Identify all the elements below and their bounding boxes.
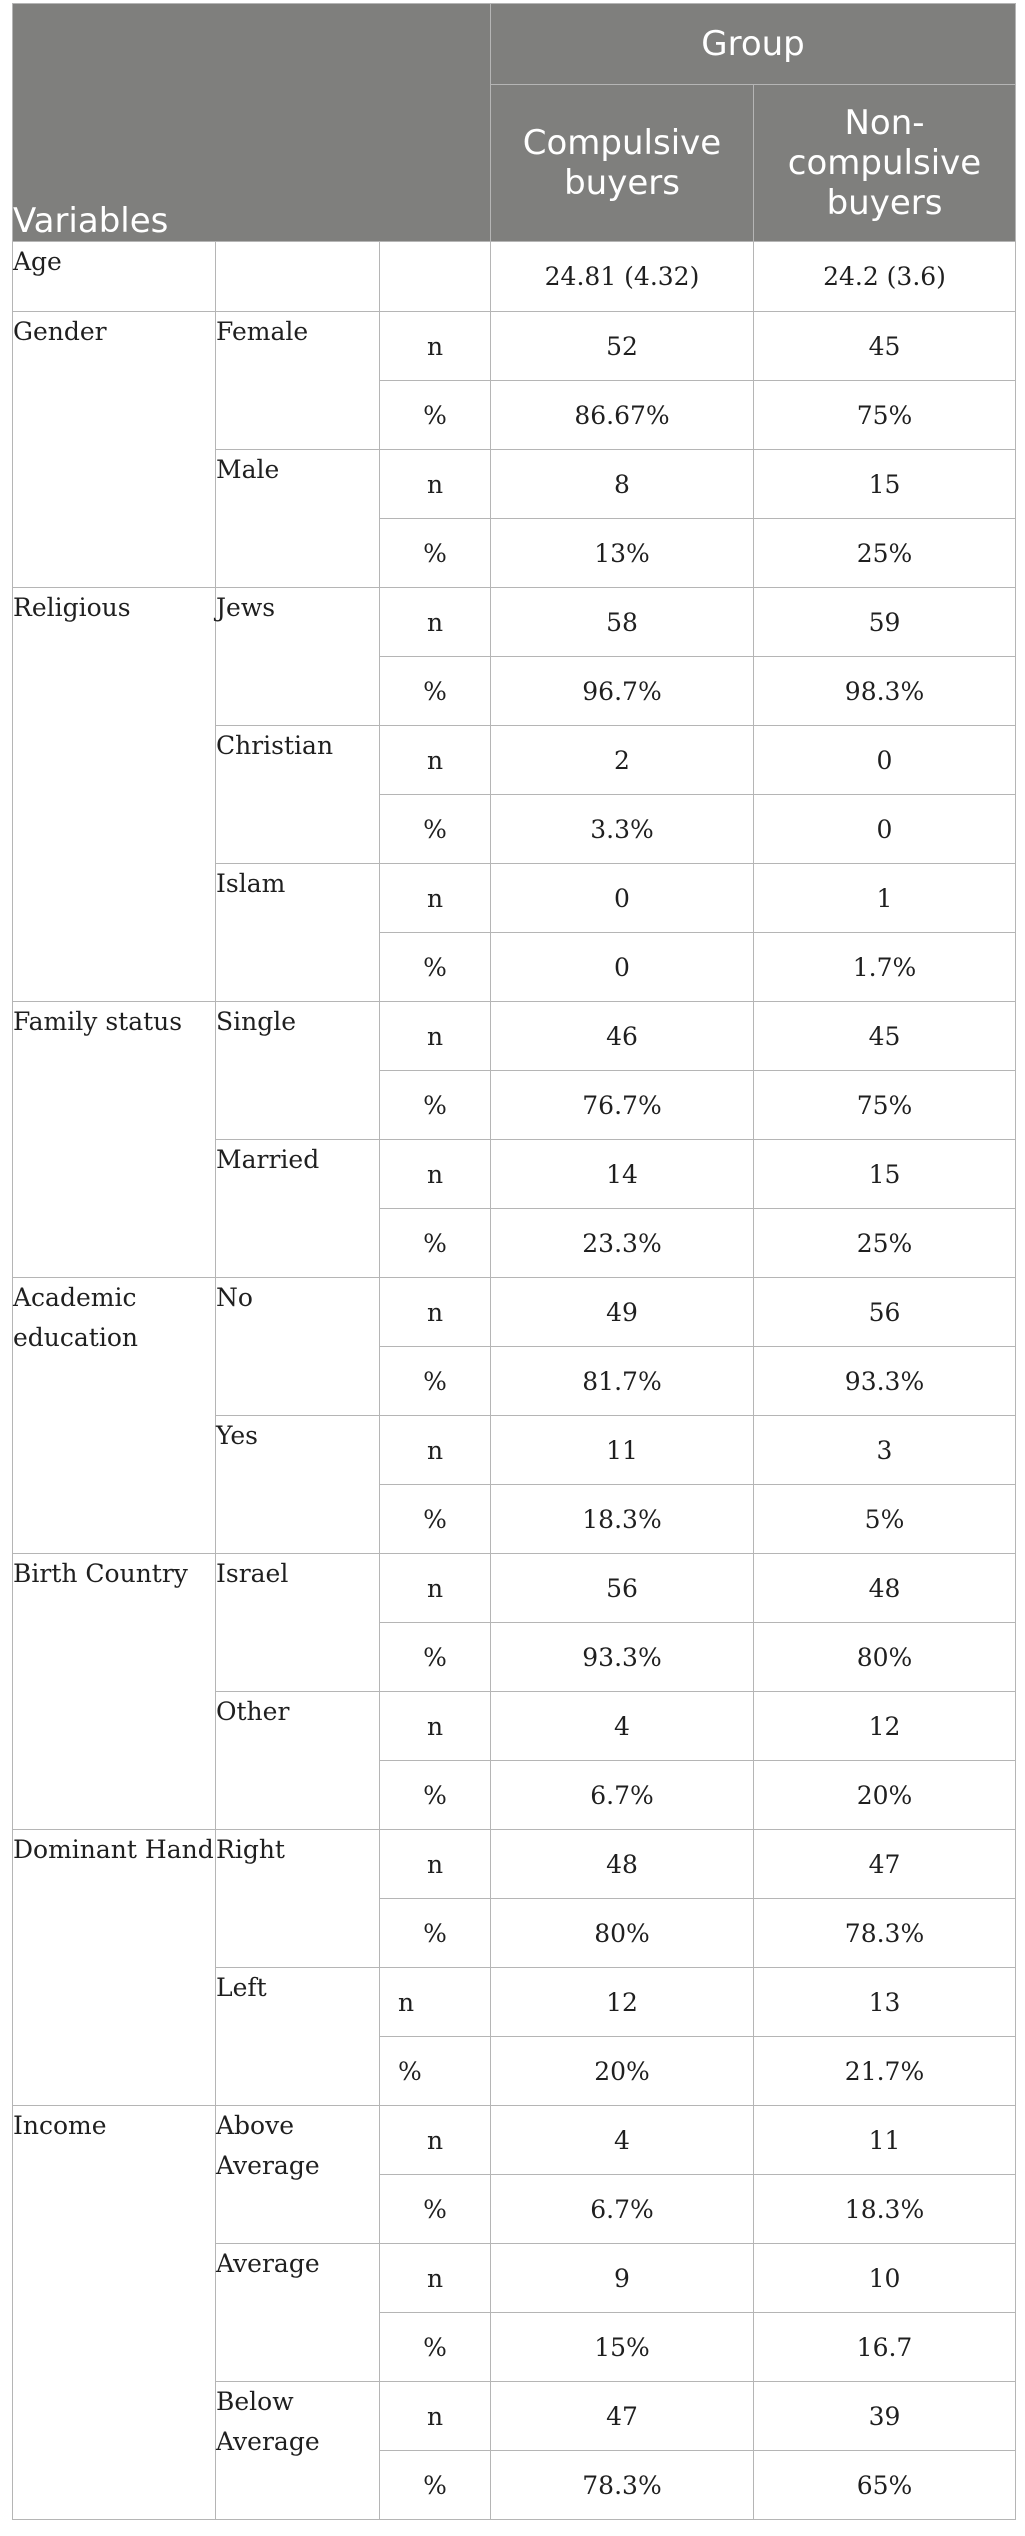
compulsive-value: 78.3% — [491, 2451, 754, 2520]
compulsive-value: 0 — [491, 864, 754, 933]
non-compulsive-value: 20% — [754, 1761, 1016, 1830]
non-compulsive-value: 80% — [754, 1623, 1016, 1692]
table-row-age — [13, 242, 1016, 312]
compulsive-value: 11 — [491, 1416, 754, 1485]
non-compulsive-value: 10 — [754, 2244, 1016, 2313]
compulsive-buyers-header: Compulsive buyers — [491, 85, 754, 242]
table-row — [13, 1830, 1016, 1899]
non-compulsive-value: 18.3% — [754, 2175, 1016, 2244]
variable-label: Age — [13, 242, 216, 312]
empty-cell — [380, 242, 491, 312]
table-row — [13, 2106, 1016, 2175]
stat-label-percent: % — [380, 795, 491, 864]
variable-label: Religious — [13, 588, 216, 1002]
stat-label-n: n — [380, 1830, 491, 1899]
non-compulsive-value: 0 — [754, 795, 1016, 864]
non-compulsive-value: 21.7% — [754, 2037, 1016, 2106]
non-compulsive-value: 75% — [754, 381, 1016, 450]
stat-label-n: n — [380, 450, 491, 519]
non-compulsive-value: 25% — [754, 1209, 1016, 1278]
compulsive-value: 2 — [491, 726, 754, 795]
compulsive-value: 8 — [491, 450, 754, 519]
non-compulsive-value: 48 — [754, 1554, 1016, 1623]
empty-cell — [216, 242, 380, 312]
non-compulsive-value: 39 — [754, 2382, 1016, 2451]
compulsive-value: 12 — [491, 1968, 754, 2037]
compulsive-value: 18.3% — [491, 1485, 754, 1554]
subgroup-label: Female — [216, 312, 380, 450]
compulsive-value: 15% — [491, 2313, 754, 2382]
non-compulsive-value: 47 — [754, 1830, 1016, 1899]
subgroup-label: Left — [216, 1968, 380, 2106]
non-compulsive-value: 13 — [754, 1968, 1016, 2037]
non-compulsive-value: 12 — [754, 1692, 1016, 1761]
stat-label-percent: % — [380, 2313, 491, 2382]
compulsive-value: 86.67% — [491, 381, 754, 450]
table-row — [13, 1554, 1016, 1623]
non-compulsive-value: 5% — [754, 1485, 1016, 1554]
non-compulsive-value: 1 — [754, 864, 1016, 933]
compulsive-value: 6.7% — [491, 1761, 754, 1830]
compulsive-value: 49 — [491, 1278, 754, 1347]
variable-label: Academic education — [13, 1278, 216, 1554]
compulsive-value: 23.3% — [491, 1209, 754, 1278]
subgroup-label: Yes — [216, 1416, 380, 1554]
stat-label-n: n — [380, 2382, 491, 2451]
table-row — [13, 1002, 1016, 1071]
non-compulsive-value: 25% — [754, 519, 1016, 588]
compulsive-value: 9 — [491, 2244, 754, 2313]
compulsive-value: 58 — [491, 588, 754, 657]
stat-label-percent: % — [380, 1899, 491, 1968]
stat-label-n: n — [380, 1554, 491, 1623]
non-compulsive-value: 75% — [754, 1071, 1016, 1140]
subgroup-label: Male — [216, 450, 380, 588]
stat-label-n: n — [380, 1140, 491, 1209]
stat-label-n: n — [380, 864, 491, 933]
stat-label-percent: % — [380, 2037, 491, 2106]
stat-label-n: n — [380, 1968, 491, 2037]
subgroup-label: Average — [216, 2244, 380, 2382]
compulsive-value: 46 — [491, 1002, 754, 1071]
subgroup-label: Other — [216, 1692, 380, 1830]
compulsive-value: 96.7% — [491, 657, 754, 726]
stat-label-n: n — [380, 312, 491, 381]
variable-label: Dominant Hand — [13, 1830, 216, 2106]
non-compulsive-value: 15 — [754, 450, 1016, 519]
non-compulsive-value: 24.2 (3.6) — [754, 242, 1016, 312]
table-row — [13, 312, 1016, 381]
demographics-table — [12, 3, 1016, 2520]
variable-label: Family status — [13, 1002, 216, 1278]
subgroup-label: Single — [216, 1002, 380, 1140]
compulsive-value: 76.7% — [491, 1071, 754, 1140]
compulsive-value: 13% — [491, 519, 754, 588]
stat-label-n: n — [380, 1002, 491, 1071]
non-compulsive-buyers-header: Non-compulsive buyers — [754, 85, 1016, 242]
stat-label-percent: % — [380, 381, 491, 450]
table-row — [13, 588, 1016, 657]
compulsive-value: 81.7% — [491, 1347, 754, 1416]
compulsive-value: 0 — [491, 933, 754, 1002]
non-compulsive-value: 56 — [754, 1278, 1016, 1347]
non-compulsive-value: 0 — [754, 726, 1016, 795]
non-compulsive-value: 45 — [754, 1002, 1016, 1071]
stat-label-n: n — [380, 726, 491, 795]
non-compulsive-value: 1.7% — [754, 933, 1016, 1002]
table-row — [13, 1278, 1016, 1347]
stat-label-percent: % — [380, 2451, 491, 2520]
group-header: Group — [491, 4, 1016, 85]
variable-label: Gender — [13, 312, 216, 588]
compulsive-value: 20% — [491, 2037, 754, 2106]
compulsive-value: 6.7% — [491, 2175, 754, 2244]
stat-label-percent: % — [380, 933, 491, 1002]
variable-label: Income — [13, 2106, 216, 2520]
compulsive-value: 3.3% — [491, 795, 754, 864]
stat-label-n: n — [380, 1416, 491, 1485]
stat-label-percent: % — [380, 1761, 491, 1830]
compulsive-value: 47 — [491, 2382, 754, 2451]
stat-label-percent: % — [380, 1347, 491, 1416]
non-compulsive-value: 93.3% — [754, 1347, 1016, 1416]
stat-label-percent: % — [380, 1209, 491, 1278]
subgroup-label: Israel — [216, 1554, 380, 1692]
compulsive-value: 93.3% — [491, 1623, 754, 1692]
stat-label-percent: % — [380, 1071, 491, 1140]
non-compulsive-value: 15 — [754, 1140, 1016, 1209]
stat-label-n: n — [380, 1278, 491, 1347]
compulsive-value: 14 — [491, 1140, 754, 1209]
stat-label-n: n — [380, 2106, 491, 2175]
compulsive-value: 4 — [491, 1692, 754, 1761]
variables-header: Variables — [13, 4, 491, 242]
non-compulsive-value: 3 — [754, 1416, 1016, 1485]
non-compulsive-value: 59 — [754, 588, 1016, 657]
compulsive-value: 4 — [491, 2106, 754, 2175]
subgroup-label: Christian — [216, 726, 380, 864]
compulsive-value: 80% — [491, 1899, 754, 1968]
non-compulsive-value: 16.7 — [754, 2313, 1016, 2382]
subgroup-label: Islam — [216, 864, 380, 1002]
non-compulsive-value: 65% — [754, 2451, 1016, 2520]
variable-label: Birth Country — [13, 1554, 216, 1830]
compulsive-value: 24.81 (4.32) — [491, 242, 754, 312]
stat-label-percent: % — [380, 519, 491, 588]
stat-label-percent: % — [380, 657, 491, 726]
subgroup-label: Jews — [216, 588, 380, 726]
compulsive-value: 52 — [491, 312, 754, 381]
stat-label-n: n — [380, 1692, 491, 1761]
non-compulsive-value: 11 — [754, 2106, 1016, 2175]
stat-label-percent: % — [380, 2175, 491, 2244]
subgroup-label: Below Average — [216, 2382, 380, 2520]
non-compulsive-value: 45 — [754, 312, 1016, 381]
subgroup-label: Married — [216, 1140, 380, 1278]
stat-label-n: n — [380, 588, 491, 657]
compulsive-value: 48 — [491, 1830, 754, 1899]
non-compulsive-value: 78.3% — [754, 1899, 1016, 1968]
subgroup-label: Right — [216, 1830, 380, 1968]
subgroup-label: No — [216, 1278, 380, 1416]
compulsive-value: 56 — [491, 1554, 754, 1623]
non-compulsive-value: 98.3% — [754, 657, 1016, 726]
subgroup-label: Above Average — [216, 2106, 380, 2244]
stat-label-percent: % — [380, 1485, 491, 1554]
stat-label-percent: % — [380, 1623, 491, 1692]
stat-label-n: n — [380, 2244, 491, 2313]
